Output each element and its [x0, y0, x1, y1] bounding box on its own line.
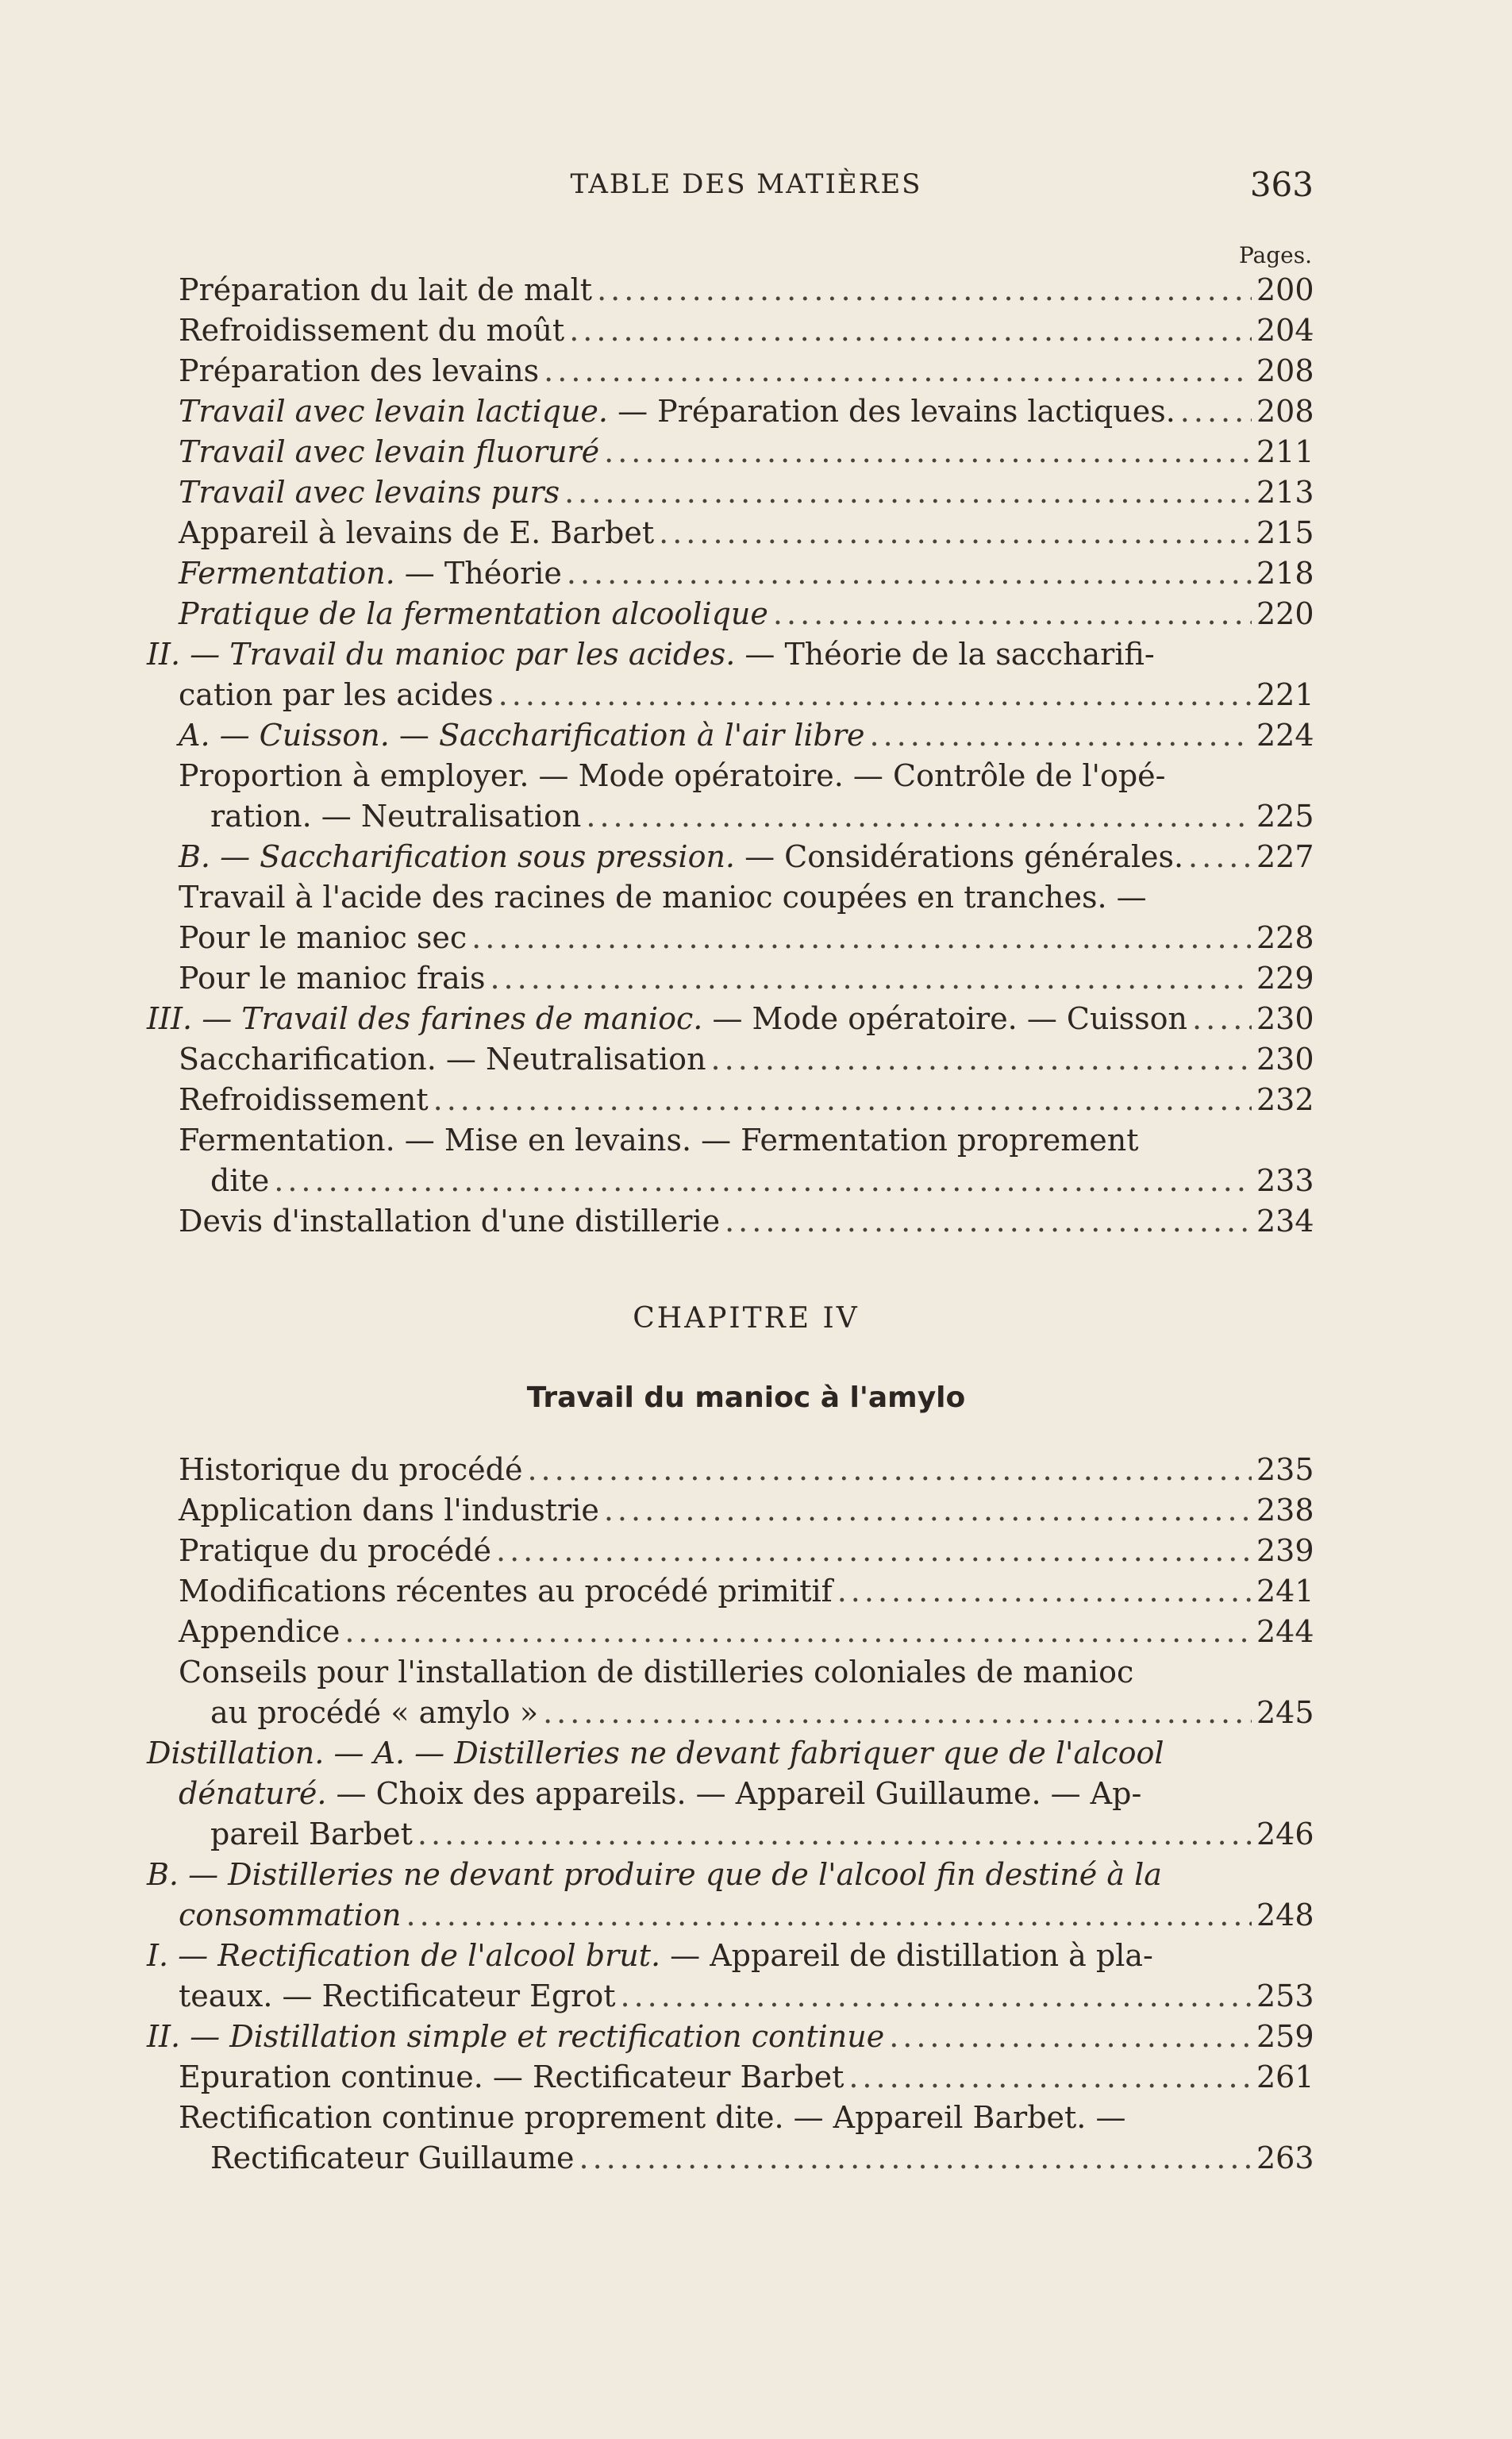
dot-leader	[870, 715, 1252, 756]
toc-entry	[147, 2017, 1314, 2057]
toc-entry-italic-part: Distillation. — A. — Distilleries ne devant fabriquer que de l'alcool	[147, 1736, 1164, 1770]
dot-leader	[274, 1161, 1252, 1201]
toc-entry-text	[179, 2100, 1125, 2135]
toc-page-number: 211	[1256, 434, 1314, 469]
dot-leader	[579, 2138, 1252, 2179]
toc-entry-text	[179, 391, 1175, 432]
toc-entry-text	[179, 1450, 522, 1490]
toc-entry-italic-part: Travail avec levain fluoruré	[179, 434, 600, 469]
dot-leader	[889, 2017, 1252, 2057]
toc-entry-part: cation par les acides	[179, 677, 494, 712]
toc-entry	[179, 513, 1314, 553]
toc-entry-text	[210, 1693, 538, 1733]
toc-page-number: 225	[1256, 799, 1314, 834]
toc-page-number: 228	[1256, 920, 1314, 955]
toc-entry-part: Epuration continue. — Rectificateur Barbet	[179, 2059, 844, 2094]
toc-entry	[179, 432, 1314, 472]
toc-entry-text	[147, 637, 1155, 672]
toc-entry-part: — Considérations générales.	[735, 839, 1184, 874]
toc-entry-text	[179, 513, 654, 553]
toc-page-number: 204	[1256, 313, 1314, 348]
dot-leader	[848, 2057, 1252, 2098]
toc-entry-part: teaux. — Rectificateur Egrot	[179, 1979, 616, 2013]
toc-entry-italic-part: II. — Distillation simple et rectification continue	[147, 2019, 885, 2054]
toc-entry	[179, 796, 1314, 837]
dot-leader	[597, 270, 1252, 310]
dot-leader	[621, 1976, 1252, 2017]
toc-entry-part: Application dans l'industrie	[179, 1493, 599, 1528]
toc-entry-text	[210, 1814, 413, 1855]
chapter-heading: CHAPITRE IV	[633, 1302, 860, 1335]
dot-leader	[659, 513, 1252, 553]
toc-entry-part: Devis d'installation d'une distillerie	[179, 1204, 721, 1239]
toc-entry-italic-part: Pratique de la fermentation alcoolique	[179, 596, 768, 631]
toc-entry-text	[179, 310, 564, 351]
toc-entry	[179, 1976, 1314, 2017]
dot-leader	[471, 918, 1252, 958]
toc-page-number: 230	[1256, 1042, 1314, 1077]
toc-entry	[179, 2098, 1314, 2138]
toc-entry-text	[179, 918, 467, 958]
toc-entry-italic-part: Saccharification à l'air libre	[439, 718, 865, 753]
toc-entry	[179, 715, 1314, 756]
toc-page-number: 244	[1256, 1614, 1314, 1649]
dot-leader	[725, 1201, 1252, 1242]
toc-entry-italic-part: B. — Saccharification sous pression.	[179, 839, 735, 874]
toc-page-number: 234	[1256, 1204, 1314, 1239]
toc-entry-part: dite	[210, 1163, 270, 1198]
running-head	[179, 165, 1314, 208]
toc-entry-part: Saccharification. — Neutralisation	[179, 1042, 706, 1077]
toc-page-number: 259	[1256, 2019, 1314, 2054]
toc-page-number: 218	[1256, 556, 1314, 591]
toc-entry-text	[210, 1161, 269, 1201]
toc-page-number: 238	[1256, 1493, 1314, 1528]
toc-page-number: 208	[1256, 353, 1314, 388]
toc-entry	[179, 877, 1314, 918]
toc-entry-text	[179, 1123, 1139, 1158]
toc-entry-text	[179, 2057, 844, 2098]
toc-entry-part: — Préparation des levains lactiques.	[608, 394, 1175, 429]
toc-entry	[179, 756, 1314, 796]
dot-leader	[527, 1450, 1252, 1490]
toc-entry-text	[179, 1080, 429, 1120]
dot-leader	[569, 310, 1252, 351]
toc-entry-text	[179, 1490, 599, 1531]
toc-entry-part: — Mode opératoire. — Cuisson	[702, 1001, 1187, 1036]
toc-entry-italic-part: A. — Cuisson.	[179, 718, 390, 753]
toc-entry-part: Appareil à levains de E. Barbet	[179, 515, 655, 550]
toc-page-number: 229	[1256, 961, 1314, 996]
running-title: TABLE DES MATIÈRES	[570, 168, 922, 200]
toc-section-bottom	[147, 1450, 1314, 2179]
toc-entry-part: Appendice	[179, 1614, 340, 1649]
toc-entry	[179, 1895, 1314, 1936]
toc-entry-text	[179, 553, 562, 594]
dot-leader	[490, 958, 1252, 999]
dot-leader	[773, 594, 1252, 634]
dot-leader	[586, 796, 1252, 837]
dot-leader	[406, 1895, 1252, 1936]
toc-entry	[179, 1120, 1314, 1161]
toc-page-number: 239	[1256, 1533, 1314, 1568]
toc-entry-part: Pour le manioc frais	[179, 961, 486, 996]
toc-page-number: 232	[1256, 1082, 1314, 1117]
toc-entry-text	[147, 1736, 1164, 1770]
toc-page-number: 241	[1256, 1574, 1314, 1609]
toc-entry	[147, 1733, 1314, 1774]
toc-entry-italic-part: Travail avec levain lactique.	[179, 394, 608, 429]
toc-entry-part: Proportion à employer. — Mode opératoire. — Contrôle de l'opé-	[179, 758, 1166, 793]
toc-entry-text	[179, 880, 1147, 915]
dot-leader	[496, 1531, 1252, 1571]
toc-entry-italic-part: II. — Travail du manioc par les acides.	[147, 637, 736, 672]
dot-leader	[567, 553, 1252, 594]
toc-entry-part: Fermentation. — Mise en levains. — Fermentation proprement	[179, 1123, 1139, 1158]
toc-entry-text	[210, 796, 581, 837]
dot-leader	[498, 675, 1252, 715]
toc-entry-text	[147, 999, 1187, 1039]
toc-entry-part: Préparation du lait de malt	[179, 272, 593, 307]
dot-leader	[1180, 391, 1252, 432]
toc-entry-text	[179, 351, 539, 391]
toc-entry	[179, 1450, 1314, 1490]
toc-entry-text	[179, 1612, 340, 1652]
dot-leader	[344, 1612, 1252, 1652]
toc-entry-text	[179, 1039, 706, 1080]
toc-page-number: 253	[1256, 1979, 1314, 2013]
toc-page-number: 200	[1256, 272, 1314, 307]
toc-entry-text	[179, 1976, 616, 2017]
toc-entry-part: — Théorie de la saccharifi-	[735, 637, 1155, 672]
toc-entry-text	[147, 1857, 1162, 1892]
toc-entry-text	[179, 837, 1183, 877]
toc-entry-italic-part: I. — Rectification de l'alcool brut.	[147, 1938, 661, 1973]
toc-entry	[179, 553, 1314, 594]
toc-page-number: 221	[1256, 677, 1314, 712]
toc-page-number: 263	[1256, 2140, 1314, 2175]
toc-entry-text	[147, 1938, 1153, 1973]
chapter-subtitle: Travail du manioc à l'amylo	[526, 1381, 966, 1414]
toc-entry-part: Conseils pour l'installation de distilleries coloniales de manioc	[179, 1655, 1134, 1690]
toc-entry	[179, 594, 1314, 634]
toc-page-number: 261	[1256, 2059, 1314, 2094]
toc-entry-italic-part: III. — Travail des farines de manioc.	[147, 1001, 703, 1036]
dot-leader	[837, 1571, 1252, 1612]
dot-leader	[1192, 999, 1252, 1039]
toc-entry	[179, 310, 1314, 351]
toc-entry-text	[179, 472, 560, 513]
toc-entry-text	[179, 1655, 1133, 1690]
toc-entry-part: Préparation des levains	[179, 353, 540, 388]
toc-entry-text	[179, 958, 485, 999]
toc-entry	[179, 2138, 1314, 2179]
toc-entry	[179, 351, 1314, 391]
toc-page-number: 230	[1256, 1001, 1314, 1036]
page-number: 363	[1249, 165, 1314, 204]
toc-entry	[179, 1039, 1314, 1080]
toc-entry-text	[179, 270, 592, 310]
dot-leader	[564, 472, 1252, 513]
toc-entry-part: —	[389, 718, 439, 753]
dot-leader	[544, 351, 1252, 391]
toc-entry-text	[179, 594, 768, 634]
dot-leader	[711, 1039, 1252, 1080]
toc-entry-italic-part: Travail avec levains purs	[179, 475, 560, 510]
toc-entry-text	[179, 1531, 491, 1571]
toc-page-number: 215	[1256, 515, 1314, 550]
toc-entry	[179, 1531, 1314, 1571]
toc-entry	[179, 918, 1314, 958]
toc-entry-text	[179, 715, 865, 756]
toc-entry-part: Historique du procédé	[179, 1452, 523, 1487]
toc-entry	[179, 1652, 1314, 1693]
dot-leader	[604, 432, 1252, 472]
toc-entry-part: Travail à l'acide des racines de manioc coupées en tranches. —	[179, 880, 1147, 915]
toc-entry	[179, 675, 1314, 715]
toc-entry-text	[147, 2017, 884, 2057]
toc-entry-part: Modifications récentes au procédé primitif	[179, 1574, 833, 1609]
toc-entry-part: Refroidissement	[179, 1082, 429, 1117]
dot-leader	[433, 1080, 1252, 1120]
toc-entry	[147, 1855, 1314, 1895]
toc-page-number: 235	[1256, 1452, 1314, 1487]
toc-entry	[147, 1936, 1314, 1976]
toc-entry-part: pareil Barbet	[210, 1817, 413, 1851]
toc-entry	[179, 1161, 1314, 1201]
toc-entry-text	[179, 675, 494, 715]
toc-entry-list	[147, 270, 1314, 1242]
toc-entry	[179, 1080, 1314, 1120]
toc-section-top	[147, 241, 1314, 1242]
pages-column-label: Pages.	[1238, 242, 1312, 268]
toc-entry-part: — Théorie	[394, 556, 562, 591]
toc-entry	[179, 1571, 1314, 1612]
toc-entry-part: Rectification continue proprement dite. — Appareil Barbet. —	[179, 2100, 1126, 2135]
toc-entry	[179, 1612, 1314, 1652]
toc-entry	[179, 472, 1314, 513]
toc-entry-part: Refroidissement du moût	[179, 313, 565, 348]
toc-page-number: 248	[1256, 1898, 1314, 1932]
toc-entry	[147, 634, 1314, 675]
toc-entry	[179, 837, 1314, 877]
toc-entry-list	[147, 1450, 1314, 2179]
toc-page-number: 233	[1256, 1163, 1314, 1198]
toc-page-number: 246	[1256, 1817, 1314, 1851]
toc-entry-text	[179, 1895, 402, 1936]
toc-page-number: 245	[1256, 1695, 1314, 1730]
toc-entry	[179, 958, 1314, 999]
toc-entry-italic-part: dénaturé.	[179, 1776, 327, 1811]
toc-page-number: 208	[1256, 394, 1314, 429]
dot-leader	[1188, 837, 1252, 877]
toc-entry-part: Pratique du procédé	[179, 1533, 492, 1568]
toc-entry-part: — Choix des appareils. — Appareil Guillaume. — Ap-	[326, 1776, 1142, 1811]
toc-entry-text	[179, 1201, 720, 1242]
toc-page-number: 224	[1256, 718, 1314, 753]
dot-leader	[543, 1693, 1252, 1733]
dot-leader	[604, 1490, 1252, 1531]
toc-entry	[179, 1201, 1314, 1242]
dot-leader	[417, 1814, 1252, 1855]
toc-entry-italic-part: Fermentation.	[179, 556, 395, 591]
toc-entry-part: au procédé « amylo »	[210, 1695, 539, 1730]
toc-entry-italic-part: consommation	[179, 1898, 402, 1932]
toc-entry-text	[179, 758, 1166, 793]
toc-entry	[179, 1693, 1314, 1733]
toc-entry-text	[179, 1571, 833, 1612]
toc-entry-text	[179, 1776, 1141, 1811]
toc-page-number: 227	[1256, 839, 1314, 874]
toc-entry	[147, 999, 1314, 1039]
toc-entry-text	[210, 2138, 575, 2179]
toc-entry	[179, 1490, 1314, 1531]
toc-entry	[179, 391, 1314, 432]
toc-entry-italic-part: B. — Distilleries ne devant produire que de l'alcool fin destiné à la	[147, 1857, 1162, 1892]
toc-entry-part: Pour le manioc sec	[179, 920, 467, 955]
toc-entry-part: — Appareil de distillation à pla-	[660, 1938, 1153, 1973]
toc-entry-text	[179, 432, 599, 472]
toc-entry	[179, 2057, 1314, 2098]
toc-entry-part: ration. — Neutralisation	[210, 799, 582, 834]
toc-entry	[179, 1814, 1314, 1855]
toc-entry	[179, 270, 1314, 310]
toc-entry-part: Rectificateur Guillaume	[210, 2140, 575, 2175]
toc-page-number: 213	[1256, 475, 1314, 510]
toc-entry	[179, 1774, 1314, 1814]
toc-page-number: 220	[1256, 596, 1314, 631]
